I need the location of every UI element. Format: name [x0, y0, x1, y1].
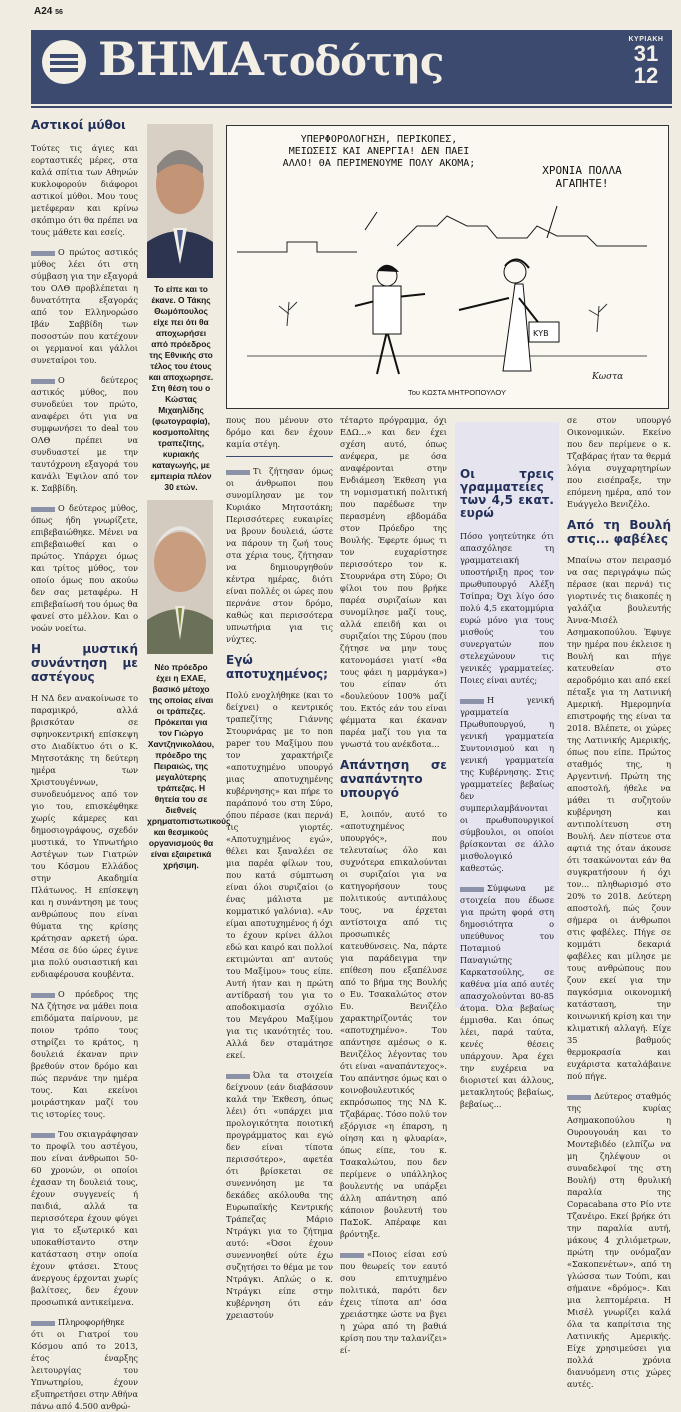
paragraph: Του σκιαγράφησαν το προφίλ του αστέγου, που είναι άνθρωποι 50-60 χρονών, οι οποίοι έχασαν τη δουλειά τους, έχουν συγγενείς ή παιδιά, αλλά τα περισσότερα έχουν φύγει για το εξωτερικό και υποκαθίσταντο στην κατάσταση στην οποία έχουν φτάσει. Στους άνεργους έρχονται χωρίς βαλίτσες, δεν έχουν προσωπικά αντικείμενα.	[31, 1129, 138, 1307]
paragraph: Ο δεύτερος αστικός μύθος, που συνοδεύει τον πρώτο, αναφέρει ότι για να συμφωνήσει το deal του ΟΛΘ πρέπει να συνδυαστεί με την ταυτόχρονη εξαγορά του κανάλι Έψιλον από τον κ. Σαββίδη.	[31, 375, 138, 493]
column-1	[31, 118, 138, 1412]
headline-favelas: Από τη Βουλή στις... φαβέλες	[567, 518, 671, 546]
paragraph: Η γενική γραμματεία Πρωθυπουργού, η γενική γραμματεία Συντονισμού και η γενική γραμματεία της Κυβέρνησης. Στις γραμματείες βεβαίως δεν συμπεριλαμβάνονται οι πρωθυπουργικοί σύμβουλοι, οι οποίοι βρίσκονται σε άλλο μισθολογικό καθεστώς.	[460, 695, 554, 873]
svg-text:ΚΥΒ: ΚΥΒ	[533, 329, 549, 338]
headline-mystiki-synantisi: Η μυστική συνάντηση με αστέγους	[31, 642, 138, 684]
paragraph: Ο δεύτερος μύθος, όπως ήδη γνωρίζετε, επιβεβαιώθηκε. Μένει να επιβεβαιωθεί και ο πρώτος. Υπάρχει όμως και τρίτος μύθος, τον οποίο όμως που ακούω δεν σας μεταφέρω. Η επιβεβαίωσή του όμως θα φανεί στο μέλλον. Και ο νοών νοείτω.	[31, 503, 138, 633]
newspaper-logo-icon	[42, 40, 86, 84]
banner-rule	[31, 106, 672, 108]
paragraph: Η ΝΔ δεν ανακοίνωσε το παραμικρό, αλλά βρισκόταν σε σφηνοκεντρική επίσκεψη στο Διαδίκτυο ότι ο Κ. Μητσοτάκης τη δεύτερη ημέρα των Χριστουγέννων, συνοδευόμενος από τον γιο του, επισκέφθηκε χωρίς κάμερες και δημοσιογράφους, σχεδόν μυστικά, το Υπνωτήριο Αστέγων των Γιατρών του Κόσμου Ελλάδος στην Ακαδημία Πλάτωνος. Η επίσκεψη και η συνάντηση με τους ανθρώπους που είναι θύματα της κρίσης κράτησαν αρκετή ώρα. Μέσα σε δύο ώρες έγινε μια πολύ ουσιαστική και ενδιαφέρουσα κουβέντα.	[31, 693, 138, 979]
paragraph: τέταρτο πρόγραμμα, όχι ΕΔΩ...» και δεν έχει σχέση αυτό, όπως ανέφερα, με όσα αναφέρονται στην Ενδιάμεση Έκθεση για τη νομισματική πολιτική που παρέδωσε την περασμένη εβδομάδα στον Πρόεδρο της Βουλής. Έφερτε όμως τι τον ευχαρίστησε περισσότερο τον κ. Στουρνάρα στη Σύρο; Οι φίλοι του που βρήκε παρέα συριζαίων και συνομίλησε μαζί τους, αλλά επειδή και οι συριζαίοι της Σύρου (που ζήτησε να μην τους κατονομάσει γιατί «θα τους φάει η μαρμάγκα») του είπαν ότι «δουλεύουν 100% μαζί του. Εκτός εάν του είναι φέμματα και έκαναν παρέα μαζί του για τα γνωστά του ανέκδοτα...	[340, 415, 447, 749]
paragraph: Ο πρώτος αστικός μύθος λέει ότι στη σύμβαση για την εξαγορά του ΟΛΘ προβλέπεται η δυνατότητα εξαγοράς από τον Ελληνορώσο Ιβάν Σαββίδη των ποσοστών που κατέχουν οι γερμανοί και γάλλοι συνεταίροι του.	[31, 247, 138, 365]
section-title: ΒΗΜΑτοδότης	[98, 32, 444, 86]
paragraph: Τούτες τις άγιες και εορταστικές μέρες, στα καλά σπίτια των Αθηνών κυκλοφορούν διάφοροι αστικοί μύθοι. Μου τους μετέφεραν και κρίνω σκόπιμο ότι θα πρέπει να τους μάθετε και εσείς.	[31, 143, 138, 237]
page-folio: A24 56	[34, 6, 63, 17]
paragraph: Πολύ ενοχλήθηκε (και το δείχνει) ο κεντρικός τραπεζίτης Γιάννης Στουρνάρας με το non paper του Μαξίμου που τον χαρακτήριζε «αποτυχημένο υπουργό μιας αποτυχημένης κυβέρνησης» και πήρε το παράπονό του στη Σύρο, όπου πέρασε (και περνά) τις γιορτές. «Αποτυχημένος εγώ», θέλει και ξαναλέει σε μια παρέα φίλων του, που κατά σύμπτωση είναι όλοι συριζαίοι (ο ένας μάλιστα με κομματικό γαλόνια). «Αν είμαι αποτυχημένος ή όχι το έχουν κρίνει άλλοι εδώ και καιρό και πολλοί εκτιμώνται απ' αυτούς του Μαξίμου» τους είπε. Αυτή ήταν και η πρώτη αντίδρασή του για το αποδοκιμασία σχόλιο του Μεγάρου Μαξίμου για τις ικανότητές του. Αλλά δεν σταμάτησε εκεί.	[226, 690, 333, 1060]
paragraph: Ε, λοιπόν, αυτό το «αποτυχημένος υπουργός», που τελευταίως όλο και συχνότερα επικαλούνται οι συριζαίοι για να κατηγορήσουν τους πολιτικούς αντιπάλους τους, να έρχεται αντίστοιχα από τις προσωπικές κατευθύνσεις. Να, πάρτε για παράδειγμα την επίθεση που εξαπέλυσε από το βήμα της Βουλής ο Ευ. Τσακαλώτος στον Ευ. Βενιζέλο χαρακτηρίζοντάς τον «αποτυχημένο». Του απάντησε αμέσως ο κ. Βενιζέλος λέγοντας του ότι είναι «αναπάντεχος». Του απάντησε όμως και ο κοινοβουλευτικός εκπρόσωπος της ΝΔ Κ. Τζαβάρας. Τόσο πολύ τον εξόργισε «η έπαρση, η οίηση και η φλυαρία», όπως είπε, του κ. Τσακαλώτου, που δεν περίμενε ο υπάλληλος βουλευτής να υπάρξει άλλη απάντηση από κάποιον βουλευτή του ΠαΣοΚ. Απέραφε και βρόντηξε.	[340, 809, 447, 1239]
column-3	[226, 414, 333, 1321]
paragraph: Όλα τα στοιχεία δείχνουν (εάν διαβάσουν καλά την Έκθεση, όπως λέει) ότι «υπάρχει μια προλογικότητα ποιοτική προγράμματος και εγώ δεν είναι τίποτα περισσότερο», αφετέα ότι βρίσκεται σε συνεννόηση με τα δεκάδες ακόλουθα της Ευρωπαϊκής Κεντρικής Τράπεζας Μάριο Ντράγκι για το ζήτημα αυτό: «Όσοι έχουν συνεννοηθεί ούτε έχω συζητήσει το θέμα με τον Ντράγκι. Απλώς ο κ. Ντράγκι είπε στην κυβέρνηση ότι εάν χρειαστούν	[226, 1070, 333, 1320]
bullet-square	[567, 1095, 591, 1100]
bullet-square	[31, 507, 55, 512]
headline-astikoi-mythoi: Αστικοί μύθοι	[31, 118, 126, 132]
paragraph: Τι ζήτησαν όμως οι άνθρωποι που συνομίλησαν με τον Κυριάκο Μητσοτάκη; Περισσότερες ευκαιρίες να βρουν δουλειά, ώστε να πάρουν τη ζωή τους στα χέρια τους, ζήτησαν να δημιουργηθούν κέντρα ημέρας, διότι είναι πολλές οι ώρες που περνάνε στον δρόμο, καθώς και περισσότερα υπνωτήρια για τις νύχτες.	[226, 466, 333, 644]
caption-chatzinikolaou: Νέο πρόεδρο έχει η ΕΧΑΕ, βασικό μέτοχο της οποίας είναι οι τράπεζες. Πρόκειται για τον Γιώργο Χαντζηνικολάου, πρόεδρο της Πειραιώς, της μεγαλύτερης τράπεζας. Η θητεία του σε διεθνείς χρηματοπιστωτικούς και θεσμικούς οργανισμούς θα είναι εξαιρετικά χρήσιμη.	[147, 662, 231, 870]
portrait-icon	[147, 124, 213, 278]
issue-date: ΚΥΡΙΑΚΗ 31 12	[628, 36, 664, 88]
paragraph: πους που μένουν στο δρόμο και δεν έχουν καμία στέγη.	[226, 415, 333, 449]
speech-bubble-right: ΧΡΟΝΙΑ ΠΟΛΛΑ ΑΓΑΠΗΤΕ!	[542, 164, 622, 190]
bullet-square	[226, 470, 250, 475]
bullet-square	[226, 1074, 250, 1079]
editorial-cartoon	[226, 125, 669, 409]
paragraph: Πληροφορήθηκε ότι οι Γιατροί του Κόσμου από το 2013, έτος έναρξης λειτουργίας του Υπνωτηρίου, έχουν εξυπηρετήσει στην Αθήνα πάνω από 4.500 ανθρώ-	[31, 1317, 139, 1411]
headline-treis-grammateies: Οι τρεις γραμματείες των 4,5 εκατ. ευρώ	[460, 467, 554, 520]
headline-ego-apotychimenos: Εγώ αποτυχημένος;	[226, 653, 328, 681]
bullet-square	[31, 251, 55, 256]
photo-chatzinikolaou	[147, 500, 213, 654]
paragraph: Σύμφωνα με στοιχεία που έδωσε για πρώτη φορά στη δημοσιότητα ο υπεύθυνος του Ποταμιού Παναγιώτης Καρκατσούλης, σε καθένα μία από αυτές απασχολούνται 80-85 άτομα. Όλα βεβαίως έμμισθα. Και όπως λέει, παρά ταύτα, κενές θέσεις υπάρχουν. Άρα έχει την ευχέρεια να διοριστεί και άλλους, μετακλητούς βεβαίως, βεβαίως...	[460, 883, 554, 1109]
paragraph: «Ποιος είσαι εσύ που θεωρείς τον εαυτό σου επιτυχημένο πολιτικά, παρότι δεν έχεις τίποτα απ' όσα χρειάστηκε ώστε να βγει η χώρα από τη βαθιά κρίση που την ταλανίζει» εί-	[340, 1249, 448, 1355]
cartoonist-signature: Κωστα	[592, 372, 624, 382]
paragraph: σε στον υπουργό Οικονομικών. Εκείνο που δεν περίμενε ο κ. Τζαβάρας ήταν τα θερμά λόγια συγχαρητηρίων που εισέπραξε, την επόμενη ημέρα, από τον Ευάγγελο Βενιζέλο.	[567, 415, 671, 509]
bullet-square	[31, 1133, 55, 1138]
paragraph: Ο πρόεδρος της ΝΔ ζήτησε να μάθει ποια επιδόματα παίρνουν, με ποιον τρόπο τους στηρίζει το κράτος, η δουλειά έκαναν πριν βρεθούν στον δρόμο και πώς περνάνε την ημέρα τους. Και εκείνοι μοιράστηκαν μαζί του τις ιστορίες τους.	[31, 989, 138, 1119]
headline-apantisi: Απάντηση σε αναπάντητο υπουργό	[340, 758, 447, 800]
portrait-icon	[147, 500, 213, 654]
caption-michailidis: Το είπε και το έκανε. Ο Τάκης Θωμόπουλος είχε πει ότι θα αποχωρήσει από πρόεδρος της Εθνικής στο τέλος του έτους και αποχωρησε. Στη θέση του ο Κώστας Μιχαηλίδης (φωτογραφία), κοσμοπολίτης τραπεζίτης, κυριακής καταγωγής, με εμπειρία πλέον 30 ετών.	[148, 284, 214, 492]
photo-michailidis	[147, 124, 213, 278]
bullet-square	[460, 699, 484, 704]
paragraph: Δεύτερος σταθμός της κυρίας Ασημακοπούλου η Ουρουγουάη και το Μοντεβιδέο (ελπίζω να μη ζηλέψουν οι συναδελφοί της στη Βουλή) στη θρυλική παραλία της Copacabana στο Ρίο ντε Τζανέιρο. Εκεί βρήκε ότι την παραλία αυτή, μάκους 4 χιλιόμετρων, πρώτη την ονόμαζαν «Σακοπενέτων», από τη γλώσσα των Τούπι, και σήμαινε «δρόμος». Και μια λεπτομέρεια. Η Μισέλ γνωρίζει καλά όλα τα καπρίτσια της Λατινικής Αμερικής. Είχε χρησιμεύσει για πολλά χρόνια διανυόμενη στις χώρες αυτές.	[567, 1091, 671, 1389]
paragraph: Μπαίνω στον πειρασμό να σας περιγράψω πώς πέρασε (και περνά) τις γιορτινές τις διακοπές η γαλάζια βουλευτής Άννα-Μισέλ Ασημακοπούλου. Έφυγε την ημέρα που έκλεισε η Βουλή και πήγε κατευθείαν στο αεροδρόμιο και από εκεί πέταξε για τη Λατινική Αμερική. Ημερομηνία επιστροφής της είναι τα 2018. Βλέπετε, οι χώρες της Λατινικής Αμερικής, όπως που είπε. Πρώτος σταθμός της, η Αργεντινή. Πρώτη της αποστολή, ήθελε να μάθει τι συζητούν κυβέρνηση και αντιπολίτευση στη Βουλή. Δεν πίστευε στα αφτιά της όταν άκουσε ότι τσακώνονται εάν θα συγκρατήσουν ή όχι τον... πληθωρισμό στο 20% το 2018. Δεύτερη αποστολή, πώς ζουν σήμερα οι άνθρωποι στις φαβέλες. Πήγε σε κομμάτι δεκαριά φαβέλες και μίλησε με τους ανθρώπους που ζουν εκεί για την παγκόσμια οικονομική κατάσταση, την κοινωνική κρίση και την κλιματική αλλαγή. Είχε 35 βαθμούς θερμοκρασία και ευχάριστα καταλάβαινε πού πήγε.	[567, 555, 671, 1081]
cartoon-credit: Του ΚΩΣΤΑ ΜΗΤΡΟΠΟΥΛΟΥ	[407, 388, 507, 397]
paragraph: Πόσο γοητεύτηκε ότι απασχόλησε τη γραμματειακή υποστήριξη προς τον πρωθυπουργό Αλέξη Τσίπρα; Όχι λίγο όσο πολύ 4,5 εκατομμύρια ευρώ μόνο για τους μισθούς του συνεργατών που στελεχώνουν τις γενικές γραμματείες. Ποιες είναι αυτές;	[460, 531, 554, 685]
column-divider	[226, 456, 333, 457]
column-5	[460, 468, 554, 1110]
bullet-square	[340, 1253, 364, 1258]
column-6	[567, 414, 671, 1390]
bullet-square	[31, 1321, 55, 1326]
speech-bubble-left: ΥΠΕΡΦΟΡΟΛΟΓΗΣΗ, ΠΕΡΙΚΟΠΕΣ, ΜΕΙΩΣΕΙΣ ΚΑΙ ΑΝΕΡΓΙΑ! ΔΕΝ ΠΑΕΙ ΑΛΛΟ! ΘΑ ΠΕΡΙΜΕΝΟΥΜΕ ΠΟΛΥ ΑΚΟΜΑ;	[282, 134, 476, 169]
bullet-square	[31, 993, 55, 998]
bullet-square	[31, 379, 55, 384]
column-4	[340, 414, 447, 1356]
cartoon-drawing-icon	[227, 126, 668, 408]
bullet-square	[460, 887, 484, 892]
